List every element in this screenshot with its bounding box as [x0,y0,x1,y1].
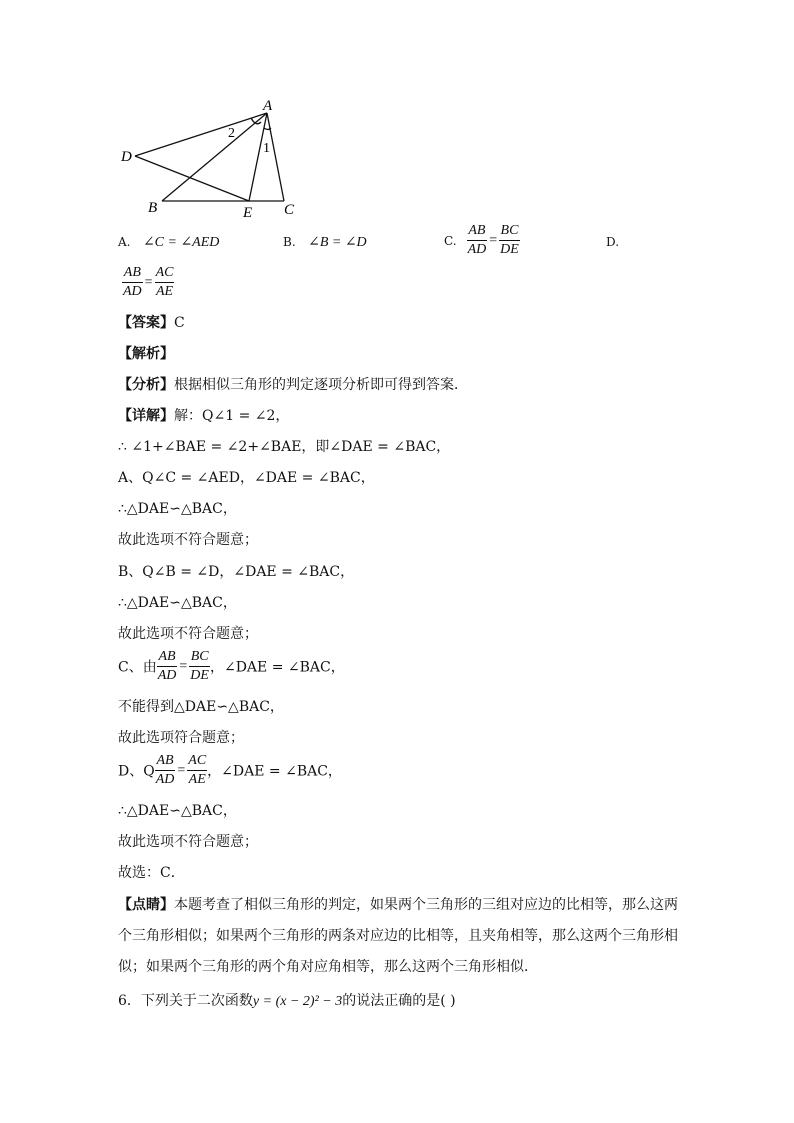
angle-1-arc [264,128,271,130]
solution-line-10: 故此选项符合题意； [118,730,244,746]
line11-suffix: ，∠DAE = ∠BAC， [207,763,342,780]
answer-label: 【答案】 [118,315,174,331]
solution-line-6: ∴△DAE∽△BAC， [118,595,237,611]
option-D-den1: AD [123,284,142,299]
solution-line-8 [118,648,345,685]
xiangjie-line [118,405,289,425]
geometry-figure [110,95,320,225]
line11-frac2 [187,752,207,789]
option-B-expr: ∠B = ∠D [308,235,367,250]
option-D-eq: = [144,274,153,290]
option-D-prefix: D. [606,235,620,249]
line11-prefix: D、Q [118,763,155,780]
line8-frac1 [157,648,178,685]
solution-line-12: ∴△DAE∽△BAC， [118,803,237,819]
segment-DE [135,156,249,201]
label-C: C [284,202,295,218]
option-C-num1: AB [467,222,488,241]
dianjing-text-1: 本题考查了相似三角形的判定，如果两个三角形的三组对应边的比相等，那么这两 [174,897,678,913]
solution-line-7: 故此选项不符合题意； [118,626,258,642]
line11-den1: AD [155,772,175,787]
option-C-prefix: C. [444,233,457,248]
xiangjie-text: 解：Q∠1 = ∠2， [174,408,290,424]
option-C-num2: BC [499,222,520,241]
analysis-title: 【解析】 [118,346,174,362]
option-B [283,234,367,251]
solution-line-1: ∴ ∠1+∠BAE = ∠2+∠BAE，即∠DAE = ∠BAC， [118,439,451,455]
option-C-den1: AD [467,242,487,257]
line11-num1: AB [155,752,176,771]
solution-line-13: 故此选项不符合题意； [118,834,258,850]
solution-line-11 [118,752,342,789]
segment-AC [267,113,284,201]
xiangjie-label: 【详解】 [118,408,174,424]
answer-value: C [174,315,185,331]
option-D-num2: AC [155,264,175,283]
line8-prefix: C、由 [118,659,157,676]
q6-function: y = (x − 2)² − 3 [252,994,343,1009]
solution-line-4: 故此选项不符合题意； [118,532,258,548]
option-C [444,222,520,259]
label-A: A [263,98,273,114]
line11-num2: AC [187,752,207,771]
solution-line-5: B、Q∠B = ∠D，∠DAE = ∠BAC， [118,564,355,580]
question-6 [118,990,456,1010]
segment-AD [135,113,267,156]
dianjing-line-1 [118,894,678,914]
solution-line-14: 故选：C． [118,865,185,881]
option-C-eq: = [489,232,498,248]
answer-line [118,312,185,332]
fenxi-text: 根据相似三角形的判定逐项分析即可得到答案． [174,377,468,393]
solution-line-2: A、Q∠C = ∠AED，∠DAE = ∠BAC， [118,470,375,486]
line8-den1: AD [157,668,177,683]
dianjing-line-3: 似；如果两个三角形的两个角对应角相等，那么这两个三角形相似． [118,959,538,975]
option-C-frac1 [467,222,488,259]
solution-line-9: 不能得到△DAE∽△BAC， [118,699,284,715]
option-D-frac1 [122,264,143,301]
line8-den2: DE [190,668,209,683]
option-D-prefix-wrap [606,234,619,250]
q6-prefix: 6．下列关于二次函数 [118,993,253,1009]
option-D [122,264,174,301]
solution-line-3: ∴△DAE∽△BAC， [118,501,237,517]
option-A-prefix: A. [118,235,131,249]
option-C-frac2 [499,222,520,259]
dianjing-line-2: 个三角形相似；如果两个三角形的两条对应边的比相等，且夹角相等，那么这两个三角形相 [118,928,678,944]
option-A [118,234,219,251]
line11-frac1 [155,752,176,789]
line8-num2: BC [189,648,210,667]
line11-eq: = [177,762,186,778]
line8-eq: = [179,658,188,674]
line8-num1: AB [157,648,178,667]
option-A-expr: ∠C = ∠AED [142,235,220,250]
option-D-den2: AE [155,284,174,299]
fenxi-label: 【分析】 [118,377,174,393]
label-B: B [148,200,158,216]
option-C-den2: DE [500,242,519,257]
option-D-frac2 [155,264,175,301]
option-D-num1: AB [122,264,143,283]
label-E: E [243,205,253,221]
option-B-prefix: B. [283,235,296,249]
dianjing-label: 【点睛】 [118,897,174,913]
label-D: D [121,149,132,165]
label-angle-1: 1 [263,141,270,156]
q6-suffix: 的说法正确的是( ) [342,993,456,1009]
line11-den2: AE [188,772,206,787]
line8-suffix: ，∠DAE = ∠BAC， [209,659,345,676]
label-angle-2: 2 [228,126,235,141]
fenxi-line [118,374,468,394]
line8-frac2 [189,648,210,685]
